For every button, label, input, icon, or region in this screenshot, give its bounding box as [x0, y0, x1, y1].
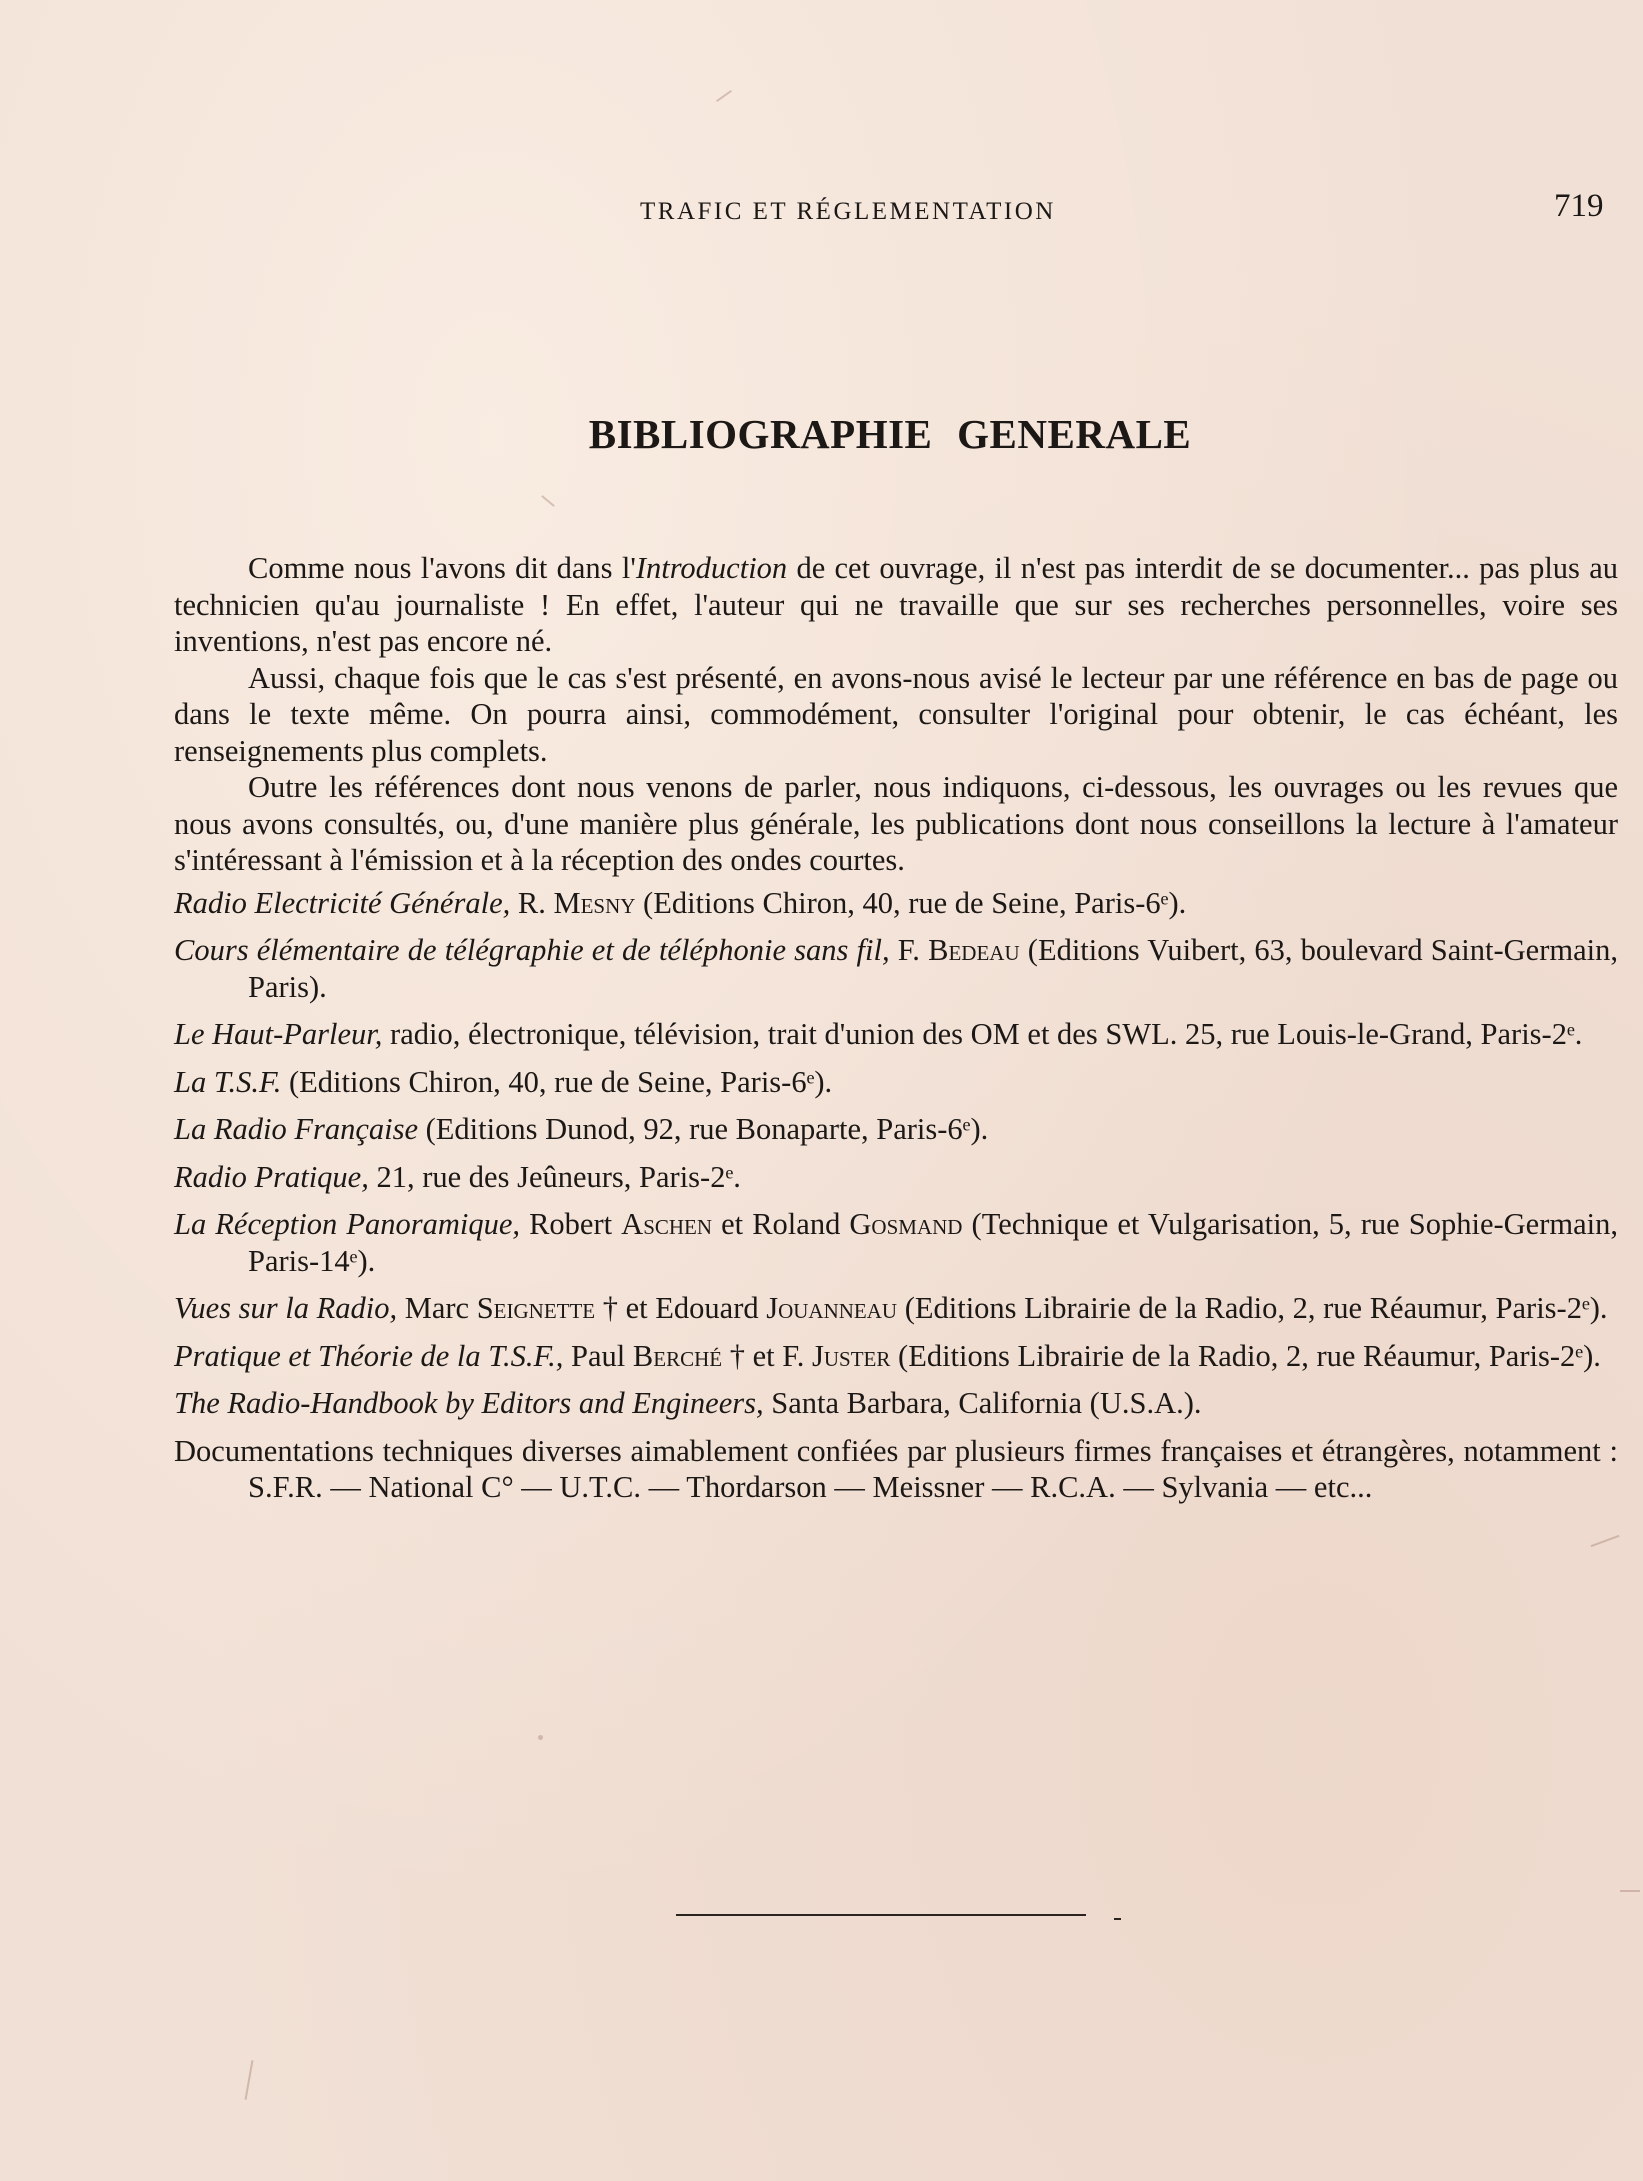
reference-text: Paul: [563, 1338, 633, 1373]
reference-text: et Roland: [712, 1207, 850, 1241]
page-number: 719: [1554, 188, 1604, 224]
reference-text: † et Edouard: [595, 1291, 767, 1325]
body-text: [174, 550, 1618, 1517]
reference-text: † et F.: [722, 1338, 813, 1373]
reference-text: Santa Barbara, California (U.S.A.).: [763, 1386, 1202, 1420]
paper-fleck: [541, 495, 555, 507]
reference-title: Radio Electricité Générale,: [174, 885, 511, 920]
reference-text: Marc: [397, 1291, 477, 1325]
reference-item: [174, 1206, 1618, 1279]
reference-item: [174, 1159, 1618, 1196]
reference-item: [174, 1016, 1618, 1053]
reference-item: [174, 1064, 1618, 1101]
reference-text: (Technique et Vulgarisation, 5, rue Sophie-Germain, Paris-14ᵉ).: [248, 1207, 1618, 1278]
reference-title: La Radio Française: [174, 1112, 418, 1146]
intro-paragraph-3: Outre les références dont nous venons de parler, nous indiquons, ci-dessous, les ouvrages ou les revues que nous avons consultés, ou, d'une manière plus générale, les publications dont nous conseillons la lecture à l'amateur s'intéressant à l'émission et à la réception des ondes courtes.: [174, 770, 1618, 877]
reference-item: [174, 1111, 1618, 1148]
reference-item: [174, 1433, 1618, 1506]
paper-fleck: [1591, 1535, 1620, 1547]
author-name: Mesny: [553, 885, 636, 920]
intro-paragraph-1: [174, 550, 1618, 660]
reference-title: Pratique et Théorie de la T.S.F.,: [174, 1338, 564, 1373]
reference-text: (Editions Chiron, 40, rue de Seine, Paris-6ᵉ).: [281, 1064, 833, 1099]
page-title: BIBLIOGRAPHIE GENERALE: [588, 411, 1192, 457]
author-name: Jouanneau: [766, 1291, 898, 1325]
author-name: Gosmand: [849, 1207, 963, 1241]
reference-text: 21, rue des Jeûneurs, Paris-2ᵉ.: [368, 1159, 741, 1194]
end-rule: [676, 1914, 1086, 1916]
reference-title: Vues sur la Radio,: [174, 1291, 398, 1325]
reference-list: [174, 885, 1618, 1506]
author-name: Seignette: [476, 1291, 596, 1325]
paper-fleck: [1620, 1890, 1640, 1892]
author-name: Juster: [812, 1338, 891, 1373]
reference-title: Radio Pratique,: [174, 1159, 369, 1194]
emphasis-introduction: Introduction: [635, 551, 788, 585]
paper-fleck: [716, 90, 732, 102]
paragraph-text: de cet ouvrage, il n'est pas interdit de se documenter... pas plus au technicien qu'au journaliste ! En effet, l'auteur qui ne travaille que sur ses recherches personnelles, voire ses inventions, n'est pas encore né.: [174, 551, 1618, 658]
reference-text: (Editions Vuibert, 63, boulevard Saint-Germain, Paris).: [248, 933, 1618, 1004]
reference-item: [174, 932, 1618, 1005]
end-rule-dash: [1114, 1918, 1121, 1920]
author-name: Bedeau: [928, 933, 1020, 967]
reference-text: (Editions Librairie de la Radio, 2, rue Réaumur, Paris-2ᵉ).: [890, 1338, 1601, 1373]
reference-item: [174, 1338, 1618, 1375]
paper-fleck: [245, 2060, 254, 2100]
reference-title: Cours élémentaire de télégraphie et de téléphonie sans fil,: [174, 933, 890, 967]
author-name: Berché: [632, 1338, 723, 1373]
reference-text: Robert: [519, 1207, 622, 1241]
reference-title: La T.S.F.: [174, 1064, 282, 1099]
reference-text: R.: [510, 885, 554, 920]
reference-text: (Editions Librairie de la Radio, 2, rue Réaumur, Paris-2ᵉ).: [897, 1291, 1608, 1325]
paper-fleck: [538, 1735, 543, 1740]
reference-title: The Radio-Handbook by Editors and Engineers,: [174, 1386, 764, 1420]
reference-item: [174, 885, 1618, 922]
reference-text: (Editions Dunod, 92, rue Bonaparte, Paris-6ᵉ).: [418, 1112, 989, 1146]
reference-title: La Réception Panoramique,: [174, 1207, 520, 1241]
reference-item: [174, 1290, 1618, 1327]
reference-text: F.: [889, 933, 929, 967]
reference-title: Le Haut-Parleur,: [174, 1017, 383, 1051]
intro-paragraph-2: Aussi, chaque fois que le cas s'est présenté, en avons-nous avisé le lecteur par une référence en bas de page ou dans le texte même. On pourra ainsi, commodément, consulter l'original pour obtenir, le cas échéant, les renseignements plus complets.: [174, 660, 1618, 768]
reference-text: Documentations techniques diverses aimablement confiées par plusieurs firmes françaises et étrangères, notamment : S.F.R. — National C° — U.T.C. — Thordarson — Meissner — R.C.A. — Sylvania — etc...: [174, 1433, 1618, 1504]
paragraph-text: Comme nous l'avons dit dans l': [248, 551, 636, 585]
reference-text: (Editions Chiron, 40, rue de Seine, Paris-6ᵉ).: [635, 885, 1187, 920]
reference-item: [174, 1385, 1618, 1422]
author-name: Aschen: [621, 1207, 713, 1241]
running-head: TRAFIC ET RÉGLEMENTATION: [640, 198, 1056, 225]
reference-text: radio, électronique, télévision, trait d'union des OM et des SWL. 25, rue Louis-le-Grand, Paris-2ᵉ.: [382, 1017, 1583, 1051]
